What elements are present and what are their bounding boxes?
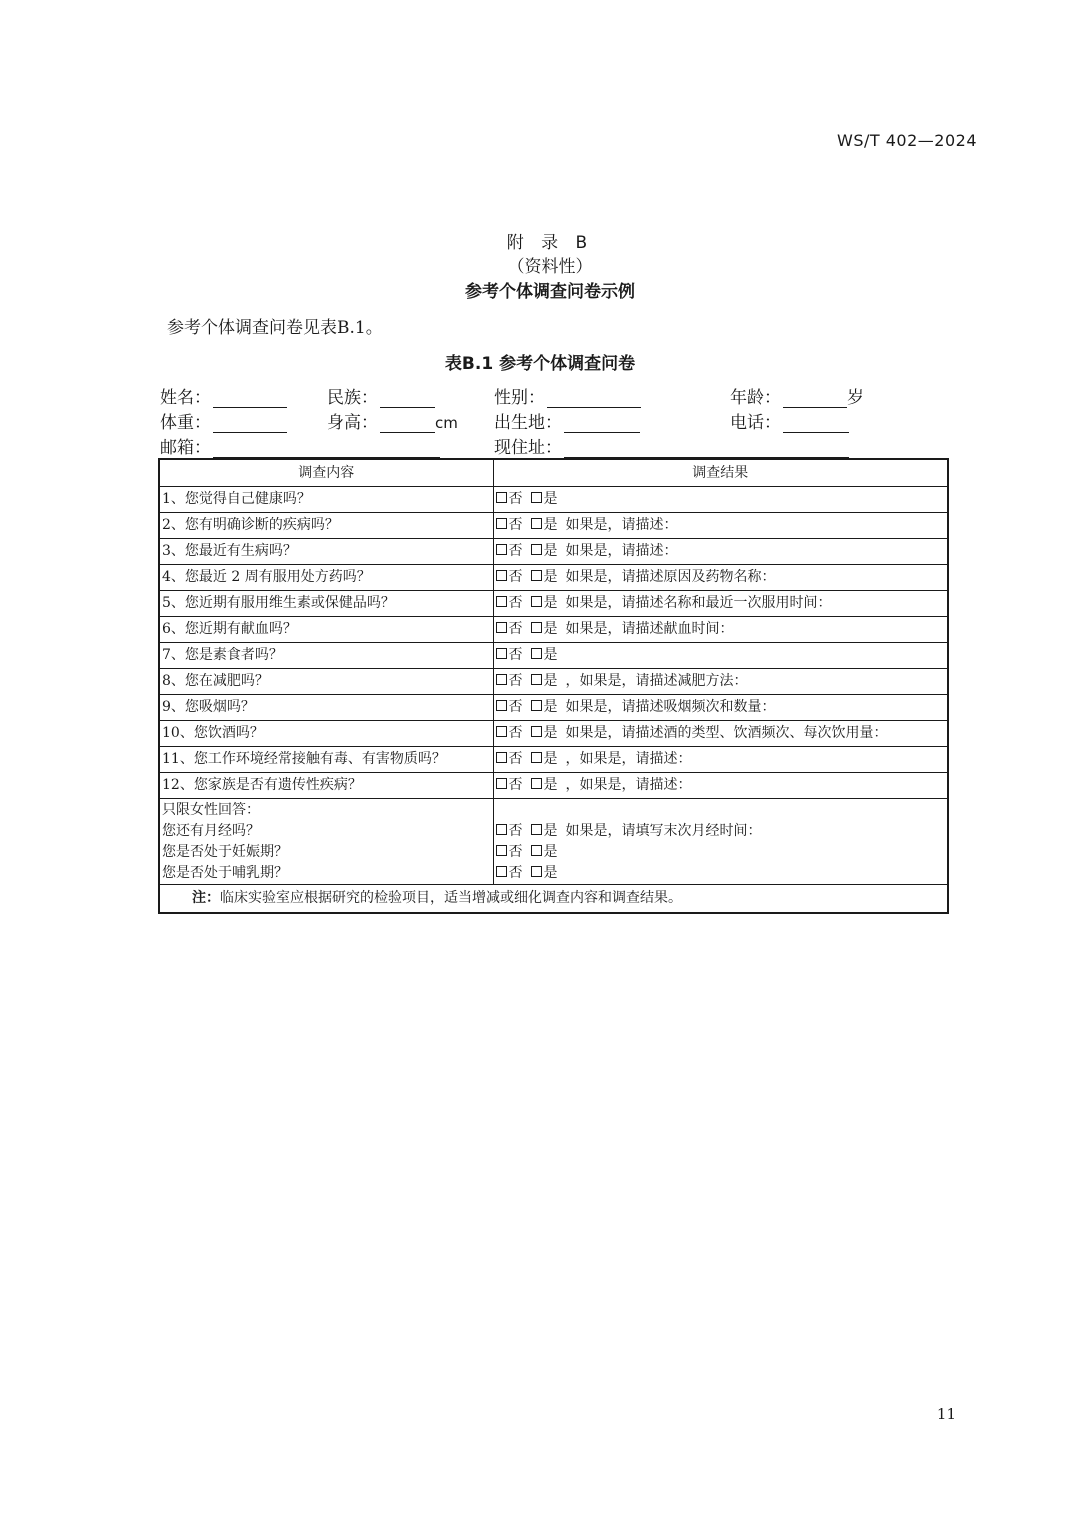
checkbox-yes[interactable] — [531, 674, 542, 685]
phone-blank[interactable] — [783, 414, 849, 433]
checkbox-yes[interactable] — [531, 824, 542, 835]
question-cell: 6、您近期有献血吗？ — [159, 617, 493, 643]
checkbox-yes[interactable] — [531, 648, 542, 659]
checkbox-yes[interactable] — [531, 544, 542, 555]
followup-text: 如果是，请描述： — [565, 517, 678, 533]
checkbox-yes[interactable] — [531, 570, 542, 581]
table-row — [159, 669, 948, 695]
option-yes-label: 是 — [543, 673, 558, 689]
checkbox-no[interactable] — [496, 845, 507, 856]
question-cell: 2、您有明确诊断的疾病吗？ — [159, 513, 493, 539]
female-answer — [496, 842, 946, 863]
female-question: 您是否处于哺乳期？ — [162, 865, 288, 881]
height-unit: cm — [435, 414, 458, 432]
table-caption: 表B.1 参考个体调查问卷 — [444, 354, 636, 374]
checkbox-no[interactable] — [496, 622, 507, 633]
question-cell: 5、您近期有服用维生素或保健品吗？ — [159, 591, 493, 617]
followup-text: 如果是，请描述名称和最近一次服用时间： — [565, 595, 832, 611]
note-cell — [159, 885, 948, 914]
height-blank[interactable] — [380, 414, 435, 433]
option-yes-label: 是 — [543, 725, 558, 741]
phone-field — [730, 408, 849, 433]
ethnicity-blank[interactable] — [380, 389, 435, 408]
option-no-label: 否 — [508, 595, 523, 611]
followup-text: ，如果是，请描述： — [565, 751, 692, 767]
question-cell: 1、您觉得自己健康吗？ — [159, 487, 493, 513]
followup-text: 如果是，请描述原因及药物名称： — [565, 569, 776, 585]
followup-text: ，如果是，请描述： — [565, 777, 692, 793]
answer-cell — [493, 721, 948, 747]
birthplace-field — [494, 408, 640, 433]
name-label: 姓名： — [160, 388, 211, 408]
gender-field — [494, 383, 641, 408]
header-content: 调查内容 — [159, 459, 493, 487]
option-yes-label: 是 — [543, 751, 558, 767]
answer-cell — [493, 747, 948, 773]
age-blank[interactable] — [783, 389, 847, 408]
age-unit: 岁 — [847, 388, 864, 408]
appendix-type: （资料性） — [507, 257, 593, 277]
question-cell: 7、您是素食者吗？ — [159, 643, 493, 669]
answer-cell — [493, 617, 948, 643]
question-cell: 11、您工作环境经常接触有毒、有害物质吗？ — [159, 747, 493, 773]
checkbox-yes[interactable] — [531, 866, 542, 877]
option-yes-label: 是 — [543, 647, 558, 663]
intro-text: 参考个体调查问卷见表B.1。 — [167, 318, 383, 338]
table-row — [159, 773, 948, 799]
option-no-label: 否 — [508, 543, 523, 559]
checkbox-yes[interactable] — [531, 700, 542, 711]
birthplace-blank[interactable] — [564, 414, 640, 433]
address-blank[interactable] — [564, 439, 849, 458]
appendix-heading: 参考个体调查问卷示例 — [465, 282, 635, 302]
age-label: 年龄： — [730, 388, 781, 408]
female-question: 您还有月经吗？ — [162, 823, 260, 839]
option-no-label: 否 — [508, 699, 523, 715]
gender-label: 性别： — [494, 388, 545, 408]
answer-cell — [493, 513, 948, 539]
checkbox-yes[interactable] — [531, 726, 542, 737]
email-field — [160, 433, 440, 458]
survey-table — [158, 458, 949, 914]
female-section-row — [159, 799, 948, 885]
option-no-label: 否 — [508, 673, 523, 689]
table-row — [159, 747, 948, 773]
option-no-label: 否 — [508, 865, 523, 881]
option-no-label: 否 — [508, 621, 523, 637]
height-field — [327, 408, 458, 433]
option-yes-label: 是 — [543, 543, 558, 559]
female-answer — [496, 863, 946, 884]
checkbox-no[interactable] — [496, 700, 507, 711]
ethnicity-field — [327, 383, 435, 408]
checkbox-yes[interactable] — [531, 596, 542, 607]
option-yes-label: 是 — [543, 569, 558, 585]
note-text: 临床实验室应根据研究的检验项目，适当增减或细化调查内容和调查结果。 — [220, 890, 682, 906]
followup-text: ，如果是，请描述减肥方法： — [565, 673, 748, 689]
note-row — [159, 885, 948, 914]
answer-cell — [493, 695, 948, 721]
option-yes-label: 是 — [543, 491, 558, 507]
question-cell: 4、您最近 2 周有服用处方药吗？ — [159, 565, 493, 591]
note-label: 注： — [192, 890, 220, 906]
table-row — [159, 643, 948, 669]
checkbox-no[interactable] — [496, 752, 507, 763]
checkbox-no[interactable] — [496, 778, 507, 789]
weight-label: 体重： — [160, 413, 211, 433]
option-no-label: 否 — [508, 725, 523, 741]
standard-code: WS/T 402—2024 — [837, 131, 977, 150]
answer-cell — [493, 591, 948, 617]
checkbox-yes[interactable] — [531, 778, 542, 789]
header-result: 调查结果 — [493, 459, 948, 487]
option-yes-label: 是 — [543, 865, 558, 881]
option-no-label: 否 — [508, 517, 523, 533]
question-cell: 9、您吸烟吗？ — [159, 695, 493, 721]
checkbox-no[interactable] — [496, 492, 507, 503]
question-cell: 12、您家族是否有遗传性疾病？ — [159, 773, 493, 799]
table-row — [159, 487, 948, 513]
checkbox-no[interactable] — [496, 726, 507, 737]
checkbox-yes[interactable] — [531, 752, 542, 763]
checkbox-no[interactable] — [496, 570, 507, 581]
checkbox-no[interactable] — [496, 866, 507, 877]
followup-text: 如果是，请填写末次月经时间： — [565, 823, 762, 839]
followup-text: 如果是，请描述献血时间： — [565, 621, 734, 637]
weight-field — [160, 408, 287, 433]
page-number: 11 — [936, 1405, 956, 1423]
option-yes-label: 是 — [543, 517, 558, 533]
female-section-title: 只限女性回答： — [162, 802, 260, 818]
followup-text: 如果是，请描述吸烟频次和数量： — [565, 699, 776, 715]
followup-text: 如果是，请描述酒的类型、饮酒频次、每次饮用量： — [565, 725, 888, 741]
name-blank[interactable] — [213, 389, 287, 408]
option-no-label: 否 — [508, 751, 523, 767]
table-row — [159, 695, 948, 721]
address-field — [494, 433, 849, 458]
checkbox-yes[interactable] — [531, 622, 542, 633]
info-row-1 — [160, 383, 950, 407]
question-cell: 3、您最近有生病吗？ — [159, 539, 493, 565]
name-field — [160, 383, 287, 408]
checkbox-no[interactable] — [496, 596, 507, 607]
answer-cell — [493, 565, 948, 591]
question-cell: 8、您在减肥吗？ — [159, 669, 493, 695]
table-row — [159, 565, 948, 591]
option-yes-label: 是 — [543, 621, 558, 637]
question-cell: 10、您饮酒吗？ — [159, 721, 493, 747]
info-row-2 — [160, 408, 950, 432]
option-no-label: 否 — [508, 844, 523, 860]
option-no-label: 否 — [508, 777, 523, 793]
table-row — [159, 721, 948, 747]
table-row — [159, 617, 948, 643]
female-answer — [496, 821, 946, 842]
checkbox-no[interactable] — [496, 518, 507, 529]
email-blank[interactable] — [213, 439, 440, 458]
answer-cell — [493, 773, 948, 799]
answer-cell — [493, 643, 948, 669]
phone-label: 电话： — [730, 413, 781, 433]
option-no-label: 否 — [508, 491, 523, 507]
birthplace-label: 出生地： — [494, 413, 562, 433]
answer-cell — [493, 539, 948, 565]
female-questions — [159, 799, 493, 885]
option-yes-label: 是 — [543, 699, 558, 715]
option-yes-label: 是 — [543, 844, 558, 860]
checkbox-no[interactable] — [496, 544, 507, 555]
checkbox-no[interactable] — [496, 648, 507, 659]
checkbox-yes[interactable] — [531, 845, 542, 856]
checkbox-yes[interactable] — [531, 492, 542, 503]
table-row — [159, 591, 948, 617]
info-row-3 — [160, 433, 950, 457]
checkbox-no[interactable] — [496, 674, 507, 685]
weight-blank[interactable] — [213, 414, 287, 433]
checkbox-yes[interactable] — [531, 518, 542, 529]
option-yes-label: 是 — [543, 595, 558, 611]
answer-cell — [493, 669, 948, 695]
ethnicity-label: 民族： — [327, 388, 378, 408]
email-label: 邮箱： — [160, 438, 211, 458]
female-answers — [493, 799, 948, 885]
height-label: 身高： — [327, 413, 378, 433]
option-no-label: 否 — [508, 647, 523, 663]
followup-text: 如果是，请描述： — [565, 543, 678, 559]
address-label: 现住址： — [494, 438, 562, 458]
option-yes-label: 是 — [543, 777, 558, 793]
checkbox-no[interactable] — [496, 824, 507, 835]
age-field — [730, 383, 864, 408]
table-header-row — [159, 459, 948, 487]
option-no-label: 否 — [508, 823, 523, 839]
table-row — [159, 539, 948, 565]
option-yes-label: 是 — [543, 823, 558, 839]
answer-cell — [493, 487, 948, 513]
table-row — [159, 513, 948, 539]
appendix-title: 附 录 B — [506, 233, 594, 253]
female-question: 您是否处于妊娠期？ — [162, 844, 288, 860]
option-no-label: 否 — [508, 569, 523, 585]
gender-blank[interactable] — [547, 389, 641, 408]
